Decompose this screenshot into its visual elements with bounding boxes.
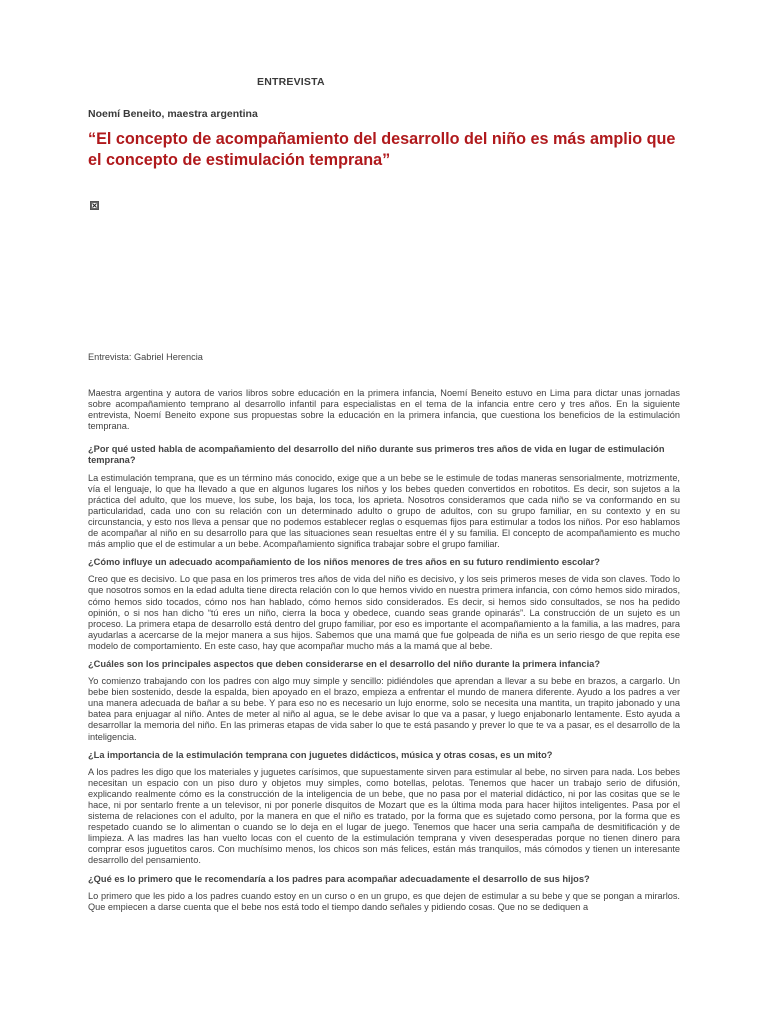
question-heading: ¿La importancia de la estimulación temprana con juguetes didácticos, música y otras cosas, es un mito?	[88, 749, 553, 760]
question-heading: ¿Qué es lo primero que le recomendaría a los padres para acompañar adecuadamente el desarrollo de sus hijos?	[88, 873, 590, 884]
answer-paragraph: A los padres les digo que los materiales y juguetes carísimos, que supuestamente sirven para estimular al bebe, no sirven para nada. Los bebes necesitan un espacio con un piso duro y objetos muy simples, como botellas, pelotas. Tenemos que hacer un trabajo serio de difusión, explicando realmente cómo es la construcción de la inteligencia de un bebe, que no pasa por el material didáctico, ni por las cositas que se le hace, ni por sentarlo frente a un televisor, ni por ponerle disquitos de Mozart que es la última moda para hacer hijitos inteligentes. Pasa por el sistema de relaciones con el adulto, por la manera en que el niño es tratado, por la forma que es sujetado como persona, por la forma que es respetado cuando se lo alimentan o cuando se lo deja en el lugar de juego. Tenemos que hacer una seria campaña de desmitificación y de limpieza. A las madres las han vuelto locas con el cuento de la estimulación temprana y viven desesperadas porque no tienen dinero para comprar esos juguetitos caros. Con muchísimo menos, los chicos son más felices, están más tranquilos, más cómodos y tienen un interesante desarrollo del pensamiento.	[88, 766, 680, 866]
answer-paragraph: Yo comienzo trabajando con los padres con algo muy simple y sencillo: pidiéndoles que aprendan a llevar a su bebe en brazos, a cargarlo. Un bebe bien sostenido, desde la espalda, bien apoyado en el brazo, empieza a enfrentar el mundo de manera diferente. Ayudo a los padres a ver una manera adecuada de bañar a su bebe. Y para eso no es necesario un lujo enorme, solo se necesita una mantita, un trapito jabonado y una batea para enjuagar al niño. Antes de meter al niño al agua, se le debe avisar lo que va a pasar, y luego enjabonarlo lentamente. Esto ayuda a desarrollar la memoria del niño. En las primeras etapas de vida saber lo que te está pasando y prever lo que te va a pasar, es el desarrollo de la inteligencia.	[88, 676, 680, 742]
question-heading: ¿Cuáles son los principales aspectos que deben considerarse en el desarrollo del niño durante la primera infancia?	[88, 658, 600, 669]
headline: “El concepto de acompañamiento del desarrollo del niño es más amplio que el concepto de estimulación temprana”	[88, 130, 676, 169]
broken-image-icon	[90, 201, 99, 210]
intro-paragraph: Maestra argentina y autora de varios libros sobre educación en la primera infancia, Noemí Beneito estuvo en Lima para dictar unas jornadas sobre acompañamiento temprano al desarrollo infantil para especialistas en el tema de la infancia entre cero y tres años. En la siguiente entrevista, Noemí Beneito expone sus propuestas sobre la educación en la primera infancia, que cuestiona los beneficios de la estimulación temprana.	[88, 388, 680, 432]
answer-paragraph: La estimulación temprana, que es un término más conocido, exige que a un bebe se le estimule de todas maneras sensorialmente, motrizmente, vía el lenguaje, lo que ha llevado a que en algunos lugares los niños y los bebes queden convertidos en robotitos. Es decir, son sujetos a la práctica del adulto, que los mueve, los sube, los baja, los toca, los aprieta. Nosotros consideramos que cada niño se va conformando en su particularidad, cada uno con su relación con un determinado adulto o grupo de adultos, con su grupo familiar, en su contexto y en su circunstancia, y esto nos lleva a pensar que no podemos establecer reglas o esquemas fijos para estimular a todos los niños. Por eso hablamos de acompañar al niño en su desarrollo para que las situaciones sean resueltas entre él y su familia. El concepto de acompañamiento es mucho más amplio que el de estimular a un bebe. Acompañamiento significa trabajar sobre el grupo familiar.	[88, 472, 680, 550]
article-body	[88, 388, 680, 920]
question-heading: ¿Por qué usted habla de acompañamiento del desarrollo del niño durante sus primeros tres años de vida en lugar de estimulación temprana?	[88, 444, 665, 466]
answer-paragraph: Creo que es decisivo. Lo que pasa en los primeros tres años de vida del niño es decisivo, y los seis primeros meses de vida son claves. Todo lo que nosotros somos en la edad adulta tiene directa relación con lo que hemos vivido en nuestra primera infancia, con cómo hemos sido mirados, cómo hemos sido tocados, cómo nos han hablado, cómo hemos sido considerados. Es decir, si hemos sido consultados, se nos ha pedido opinión, o si nos han dicho “tú eres un niño, cierra la boca y obedece, cuando seas grande opinarás”. La construcción de un sujeto es un proceso. La primera etapa de desarrollo está dentro del grupo familiar, por eso es importante el acompañamiento a la familia, a las madres, para ayudarlas a acercarse de la mejor manera a sus hijos. Sabemos que una mamá que fue golpeada de niña es un serio riesgo de que repita ese modelo de comportamiento. En este caso, hay que acompañar mucho más a la mamá que al bebe.	[88, 574, 680, 651]
byline: Noemí Beneito, maestra argentina	[88, 108, 258, 120]
interviewer-credit: Entrevista: Gabriel Herencia	[88, 352, 203, 362]
question-heading: ¿Cómo influye un adecuado acompañamiento de los niños menores de tres años en su futuro rendimiento escolar?	[88, 557, 600, 568]
answer-paragraph: Lo primero que les pido a los padres cuando estoy en un curso o en un grupo, es que dejen de estimular a su bebe y que se pongan a mirarlos. Que empiecen a darse cuenta que el bebe nos está todo el tiempo dando señales y pidiendo cosas. Que no se dediquen a	[88, 890, 680, 912]
section-kicker: ENTREVISTA	[257, 76, 325, 88]
